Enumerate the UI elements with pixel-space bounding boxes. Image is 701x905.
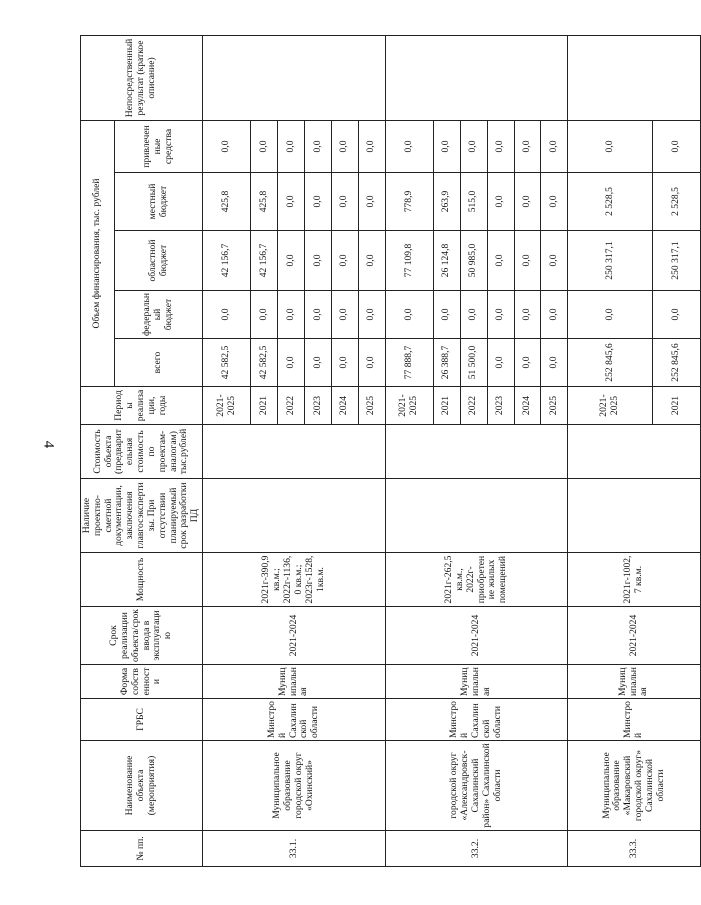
capacity-cell: 2021г-390,9 кв.м.; 2022г-1136,0 кв.м.; 2023г-1528,1кв.м.	[203, 553, 386, 607]
table-container	[80, 36, 682, 867]
header-attracted: привлеченные средства	[115, 120, 203, 172]
regional-cell: 0,0	[541, 231, 568, 291]
header-result: Непосредственный результат (краткое описание)	[81, 35, 203, 120]
header-total: всего	[115, 339, 203, 387]
result-cell	[385, 35, 568, 120]
regional-cell: 0,0	[487, 231, 514, 291]
grbs-cell: Минстрой	[568, 699, 700, 741]
total-cell: 42 582,5	[251, 339, 278, 387]
federal-cell: 0,0	[385, 291, 433, 339]
header-grbs: ГРБС	[81, 699, 203, 741]
local-cell: 425,8	[251, 173, 278, 231]
total-cell: 0,0	[331, 339, 358, 387]
grbs-cell: Минстрой Сахалинской области	[203, 699, 386, 741]
attracted-cell: 0,0	[514, 120, 541, 172]
header-row-1	[81, 35, 115, 866]
attracted-cell: 0,0	[487, 120, 514, 172]
year-cell: 2021	[433, 387, 460, 425]
header-years: Периоды реализации, годы	[81, 387, 203, 425]
capacity-cell: 2021г-1002,7 кв.м.	[568, 553, 700, 607]
table-body	[203, 35, 701, 866]
object-name: Муниципальное образование «Макаровский городской округ» Сахалинской области	[568, 741, 700, 831]
local-cell: 0,0	[358, 173, 385, 231]
regional-cell: 26 124,8	[433, 231, 460, 291]
row-number: 33.3.	[568, 831, 700, 867]
object-name: городской округ «Александровск-Сахалинский район» Сахалинской области	[385, 741, 568, 831]
year-cell: 2022	[460, 387, 487, 425]
year-cell: 2024	[514, 387, 541, 425]
federal-cell: 0,0	[433, 291, 460, 339]
local-cell: 0,0	[541, 173, 568, 231]
cost-cell	[568, 425, 700, 479]
local-cell: 0,0	[331, 173, 358, 231]
design-docs-cell	[568, 479, 700, 553]
local-cell: 0,0	[514, 173, 541, 231]
total-cell: 0,0	[358, 339, 385, 387]
regional-cell: 0,0	[514, 231, 541, 291]
regional-cell: 0,0	[331, 231, 358, 291]
cost-cell	[203, 425, 386, 479]
federal-cell: 0,0	[358, 291, 385, 339]
federal-cell: 0,0	[304, 291, 331, 339]
page-number: 4	[40, 440, 57, 449]
object-name: Муниципальное образование городской округ «Охинский»	[203, 741, 386, 831]
local-cell: 2 528,5	[653, 173, 701, 231]
year-cell: 2025	[541, 387, 568, 425]
rotated-page	[80, 36, 682, 867]
local-cell: 0,0	[304, 173, 331, 231]
attracted-cell: 0,0	[331, 120, 358, 172]
regional-cell: 42 156,7	[251, 231, 278, 291]
local-cell: 515,0	[460, 173, 487, 231]
federal-cell: 0,0	[460, 291, 487, 339]
header-num: № пп.	[81, 831, 203, 867]
header-regional: областной бюджет	[115, 231, 203, 291]
header-name: Наименование объекта (мероприятия)	[81, 741, 203, 831]
result-cell	[203, 35, 386, 120]
year-cell: 2024	[331, 387, 358, 425]
federal-cell: 0,0	[514, 291, 541, 339]
attracted-cell: 0,0	[541, 120, 568, 172]
attracted-cell: 0,0	[653, 120, 701, 172]
header-cost: Стоимость объекта (предварительная стоимость по проектам-аналогам) тыс.рублей	[81, 425, 203, 479]
ownership-cell: Муниципальная	[385, 665, 568, 699]
year-cell: 2023	[487, 387, 514, 425]
total-cell: 0,0	[541, 339, 568, 387]
federal-cell: 0,0	[203, 291, 251, 339]
regional-cell: 250 317,1	[568, 231, 653, 291]
regional-cell: 250 317,1	[653, 231, 701, 291]
cost-cell	[385, 425, 568, 479]
year-cell: 2023	[304, 387, 331, 425]
federal-cell: 0,0	[487, 291, 514, 339]
grbs-cell: Минстрой Сахалинской области	[385, 699, 568, 741]
year-cell: 2021-2025	[385, 387, 433, 425]
header-federal: федеральный бюджет	[115, 291, 203, 339]
federal-cell: 0,0	[653, 291, 701, 339]
regional-cell: 77 109,8	[385, 231, 433, 291]
total-cell: 0,0	[487, 339, 514, 387]
year-cell: 2021-2025	[568, 387, 653, 425]
table-row	[385, 35, 433, 866]
total-cell: 77 888,7	[385, 339, 433, 387]
regional-cell: 42 156,7	[203, 231, 251, 291]
attracted-cell: 0,0	[568, 120, 653, 172]
design-docs-cell	[385, 479, 568, 553]
year-cell: 2022	[278, 387, 305, 425]
local-cell: 263,9	[433, 173, 460, 231]
header-period: Срок реализации объекта/срок ввода в эксплуатацию	[81, 607, 203, 665]
attracted-cell: 0,0	[203, 120, 251, 172]
total-cell: 252 845,6	[568, 339, 653, 387]
period-cell: 2021-2024	[203, 607, 386, 665]
header-funding: Объем финансирования, тыс. рублей	[81, 120, 115, 386]
ownership-cell: Муниципальная	[203, 665, 386, 699]
regional-cell: 50 985,0	[460, 231, 487, 291]
federal-cell: 0,0	[541, 291, 568, 339]
year-cell: 2021	[653, 387, 701, 425]
total-cell: 42 582,5	[203, 339, 251, 387]
federal-cell: 0,0	[251, 291, 278, 339]
period-cell: 2021-2024	[568, 607, 700, 665]
federal-cell: 0,0	[331, 291, 358, 339]
result-cell	[568, 35, 700, 120]
attracted-cell: 0,0	[460, 120, 487, 172]
table-row	[568, 35, 653, 866]
header-capacity: Мощность	[81, 553, 203, 607]
header-design-docs: Наличие проектно-сметной документации, заключения главгосэкспертизы. При отсутствии планируемый срок разработки ПД	[81, 479, 203, 553]
table-row	[203, 35, 251, 866]
header-local: местный бюджет	[115, 173, 203, 231]
row-number: 33.2.	[385, 831, 568, 867]
attracted-cell: 0,0	[278, 120, 305, 172]
attracted-cell: 0,0	[433, 120, 460, 172]
attracted-cell: 0,0	[358, 120, 385, 172]
ownership-cell: Муниципальная	[568, 665, 700, 699]
attracted-cell: 0,0	[251, 120, 278, 172]
capacity-cell: 2021г-262,5 кв.м., 2022г-приобретение жилых помещений	[385, 553, 568, 607]
local-cell: 425,8	[203, 173, 251, 231]
year-cell: 2021	[251, 387, 278, 425]
total-cell: 0,0	[514, 339, 541, 387]
total-cell: 26 388,7	[433, 339, 460, 387]
local-cell: 0,0	[487, 173, 514, 231]
financing-table	[80, 35, 701, 867]
year-cell: 2025	[358, 387, 385, 425]
total-cell: 0,0	[278, 339, 305, 387]
header-ownership: Форма собственности	[81, 665, 203, 699]
regional-cell: 0,0	[358, 231, 385, 291]
year-cell: 2021-2025	[203, 387, 251, 425]
local-cell: 778,9	[385, 173, 433, 231]
design-docs-cell	[203, 479, 386, 553]
total-cell: 51 500,0	[460, 339, 487, 387]
total-cell: 252 845,6	[653, 339, 701, 387]
local-cell: 2 528,5	[568, 173, 653, 231]
period-cell: 2021-2024	[385, 607, 568, 665]
regional-cell: 0,0	[278, 231, 305, 291]
attracted-cell: 0,0	[304, 120, 331, 172]
attracted-cell: 0,0	[385, 120, 433, 172]
total-cell: 0,0	[304, 339, 331, 387]
federal-cell: 0,0	[568, 291, 653, 339]
federal-cell: 0,0	[278, 291, 305, 339]
local-cell: 0,0	[278, 173, 305, 231]
row-number: 33.1.	[203, 831, 386, 867]
regional-cell: 0,0	[304, 231, 331, 291]
